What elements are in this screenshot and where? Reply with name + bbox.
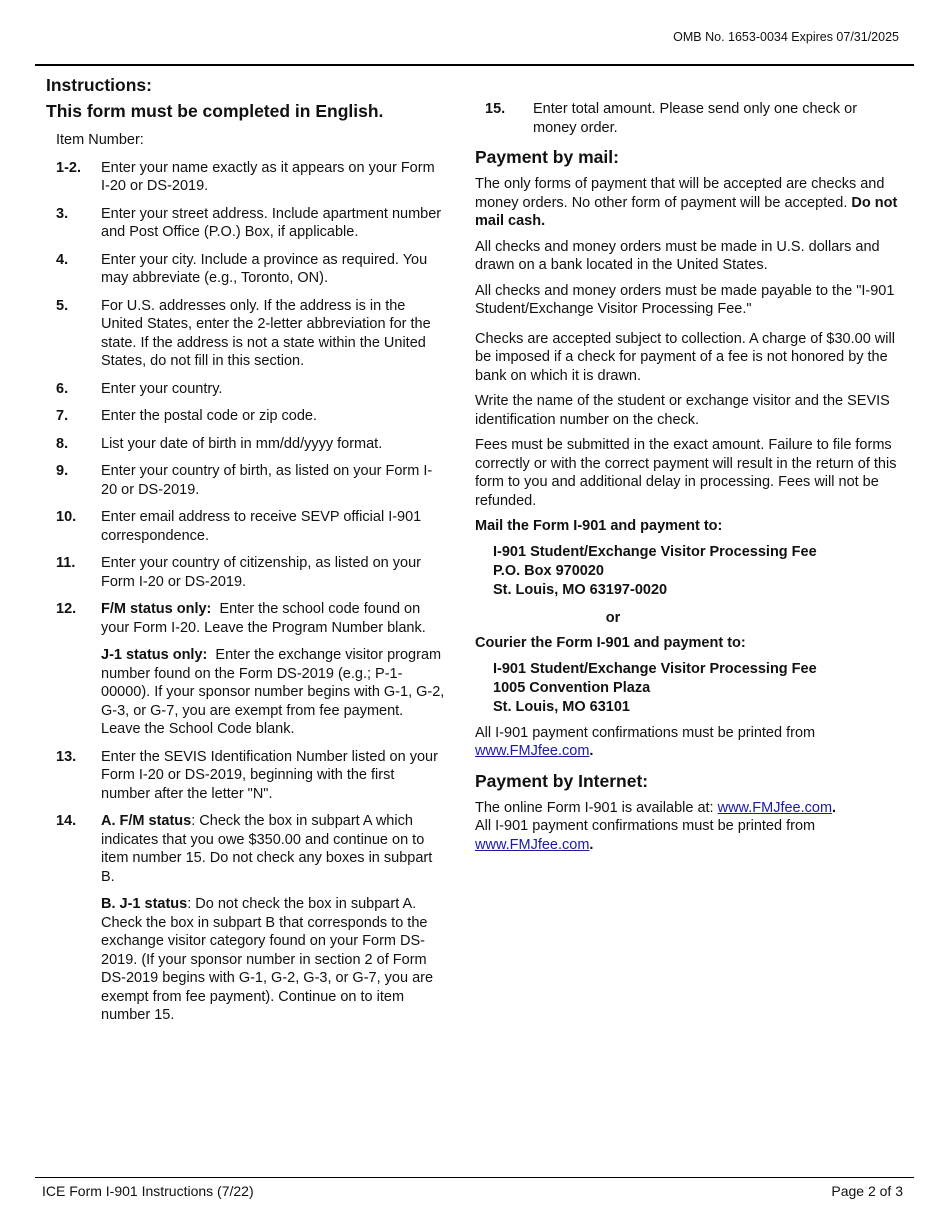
item-number: 11.	[56, 555, 76, 571]
right-column	[475, 100, 900, 854]
item-text: Enter the postal code or zip code.	[101, 408, 318, 424]
item-14-a	[101, 812, 446, 886]
internet-paragraph	[475, 799, 900, 855]
item-14	[56, 812, 446, 1025]
mail-p1-text: The only forms of payment that will be accepted are checks and money orders. No other form of payment will be accepted.	[475, 176, 885, 211]
item-12-j1	[101, 646, 446, 739]
item-number: 9.	[56, 463, 69, 479]
page-number: Page 2 of 3	[831, 1183, 903, 1199]
mail-paragraph-4: Checks are accepted subject to collection. A charge of $30.00 will be imposed if a check for payment of a fee is not honored by the bank on which it is drawn.	[475, 330, 895, 384]
payment-by-internet-heading: Payment by Internet:	[475, 770, 649, 791]
fm-status-text: Enter the school code found on your Form I-20. Leave the Program Number blank.	[101, 601, 426, 636]
form-title-footer: ICE Form I-901 Instructions (7/22)	[42, 1183, 254, 1199]
item-15	[485, 100, 900, 137]
item-text: Enter your name exactly as it appears on your Form I-20 or DS-2019.	[101, 159, 435, 194]
item-5	[56, 297, 446, 371]
item-12-fm	[101, 600, 446, 637]
item-number: 8.	[56, 435, 69, 452]
j1-status-text: Enter the exchange visitor program number found on the Form DS-2019 (e.g.; P-1-00000). If your sponsor number begins with G-1, G-2, G-3, or G-7, you are exempt from fee payment. Leave the School Code blank.	[101, 647, 445, 737]
item-text: Enter email address to receive SEVP official I-901 correspondence.	[101, 509, 422, 544]
courier-to-label: Courier the Form I-901 and payment to:	[475, 635, 746, 651]
item-text: Enter your street address. Include apartment number and Post Office (P.O.) Box, if applicable.	[101, 205, 442, 240]
period: .	[832, 799, 837, 816]
subpart-a-label: A. F/M status	[101, 813, 192, 829]
item-text: Enter your country.	[101, 380, 223, 397]
item-number: 15.	[485, 101, 506, 117]
subpart-b-label: B. J-1 status	[101, 896, 188, 912]
item-text: Enter the SEVIS Identification Number listed on your Form I-20 or DS-2019, beginning with the first number after the letter "N".	[101, 748, 438, 802]
internet-text-1: The online Form I-901 is available at:	[475, 799, 714, 816]
omb-number: OMB No. 1653-0034 Expires 07/31/2025	[673, 30, 899, 44]
bottom-divider	[35, 1177, 914, 1178]
fm-status-label: F/M status only:	[101, 601, 212, 617]
internet-text-2: All I-901 payment confirmations must be printed from	[475, 818, 816, 834]
mail-paragraph-6: Fees must be submitted in the exact amount. Failure to file forms correctly or with the correct payment will result in the return of this form to you and additional delay in processing. Fees will not be refunded.	[475, 437, 897, 509]
item-9	[56, 462, 446, 499]
instructions-heading: Instructions:	[46, 75, 152, 95]
fmjfee-link[interactable]: www.FMJfee.com	[475, 836, 590, 853]
item-11	[56, 554, 446, 591]
item-number: 3.	[56, 205, 69, 222]
item-number: 14.	[56, 813, 77, 829]
courier-address-line1: I-901 Student/Exchange Visitor Processing Fee	[493, 660, 817, 677]
mail-paragraph-2: All checks and money orders must be made in U.S. dollars and drawn on a bank located in the United States.	[475, 238, 880, 273]
item-number: 7.	[56, 408, 69, 424]
item-number: 6.	[56, 380, 69, 397]
item-4	[56, 251, 446, 288]
item-10	[56, 508, 446, 545]
top-divider	[35, 64, 914, 66]
item-13	[56, 748, 446, 804]
item-text: Enter your city. Include a province as required. You may abbreviate (e.g., Toronto, ON).	[101, 251, 428, 286]
fmjfee-link[interactable]: www.FMJfee.com	[717, 799, 833, 816]
item-number-label: Item Number:	[56, 132, 144, 148]
mail-address-line2: P.O. Box 970020	[493, 562, 604, 579]
item-number: 12.	[56, 601, 77, 617]
subpart-a-text: : Check the box in subpart A which indicates that you owe $350.00 and continue on to item number 15. Do not check any boxes in subpart B.	[101, 813, 433, 885]
item-number: 5.	[56, 297, 69, 314]
mail-address	[493, 543, 900, 600]
mail-address-line1: I-901 Student/Exchange Visitor Processing Fee	[493, 543, 817, 560]
subpart-b-text: : Do not check the box in subpart A. Check the box in subpart B that corresponds to the exchange visitor category found on your Form DS-2019. (If your sponsor number in section 2 of Form DS-2019 begins with G-1, G-2, G-3, or G-7, you are exempt from fee payment). Continue on to item number 15.	[101, 896, 434, 1023]
item-1-2	[56, 159, 446, 196]
item-7	[56, 407, 446, 426]
courier-address-line2: 1005 Convention Plaza	[493, 679, 651, 696]
mail-confirmation-note	[475, 724, 900, 761]
item-text: Enter your country of citizenship, as listed on your Form I-20 or DS-2019.	[101, 555, 421, 590]
mail-address-line3: St. Louis, MO 63197-0020	[493, 581, 668, 598]
courier-address-line3: St. Louis, MO 63101	[493, 698, 630, 715]
item-text: Enter your country of birth, as listed on your Form I-20 or DS-2019.	[101, 463, 433, 498]
mail-paragraph-3: All checks and money orders must be made payable to the "I-901 Student/Exchange Visitor Processing Fee."	[475, 282, 895, 317]
payment-by-mail-heading: Payment by mail:	[475, 147, 619, 167]
item-8	[56, 435, 446, 454]
item-14-b	[101, 895, 446, 1025]
mail-paragraph-1	[475, 175, 900, 231]
item-text: Enter total amount. Please send only one check or money order.	[533, 101, 858, 136]
j1-status-label: J-1 status only:	[101, 647, 208, 663]
item-text: For U.S. addresses only. If the address is in the United States, enter the 2-letter abbreviation for the state. If the address is not a state within the United States, do not fill in this section.	[101, 297, 431, 369]
item-6	[56, 380, 446, 399]
period: .	[589, 836, 594, 853]
do-not-mail-cash: Do not mail cash.	[475, 194, 898, 229]
mail-paragraph-5: Write the name of the student or exchange visitor and the SEVIS identification number on the check.	[475, 393, 890, 428]
item-number: 4.	[56, 251, 69, 268]
item-number: 13.	[56, 748, 77, 765]
item-number: 1-2.	[56, 159, 81, 176]
fmjfee-link[interactable]: www.FMJfee.com	[475, 743, 590, 759]
item-3	[56, 205, 446, 242]
confirmation-text: All I-901 payment confirmations must be printed from	[475, 724, 816, 741]
mail-to-label: Mail the Form I-901 and payment to:	[475, 518, 723, 534]
or-separator: or	[605, 609, 621, 626]
item-text: List your date of birth in mm/dd/yyyy format.	[101, 435, 383, 452]
item-number: 10.	[56, 509, 77, 525]
courier-address	[493, 660, 900, 717]
item-12	[56, 600, 446, 739]
period: .	[589, 743, 594, 759]
english-notice: This form must be completed in English.	[46, 101, 384, 121]
left-column	[46, 74, 446, 1025]
